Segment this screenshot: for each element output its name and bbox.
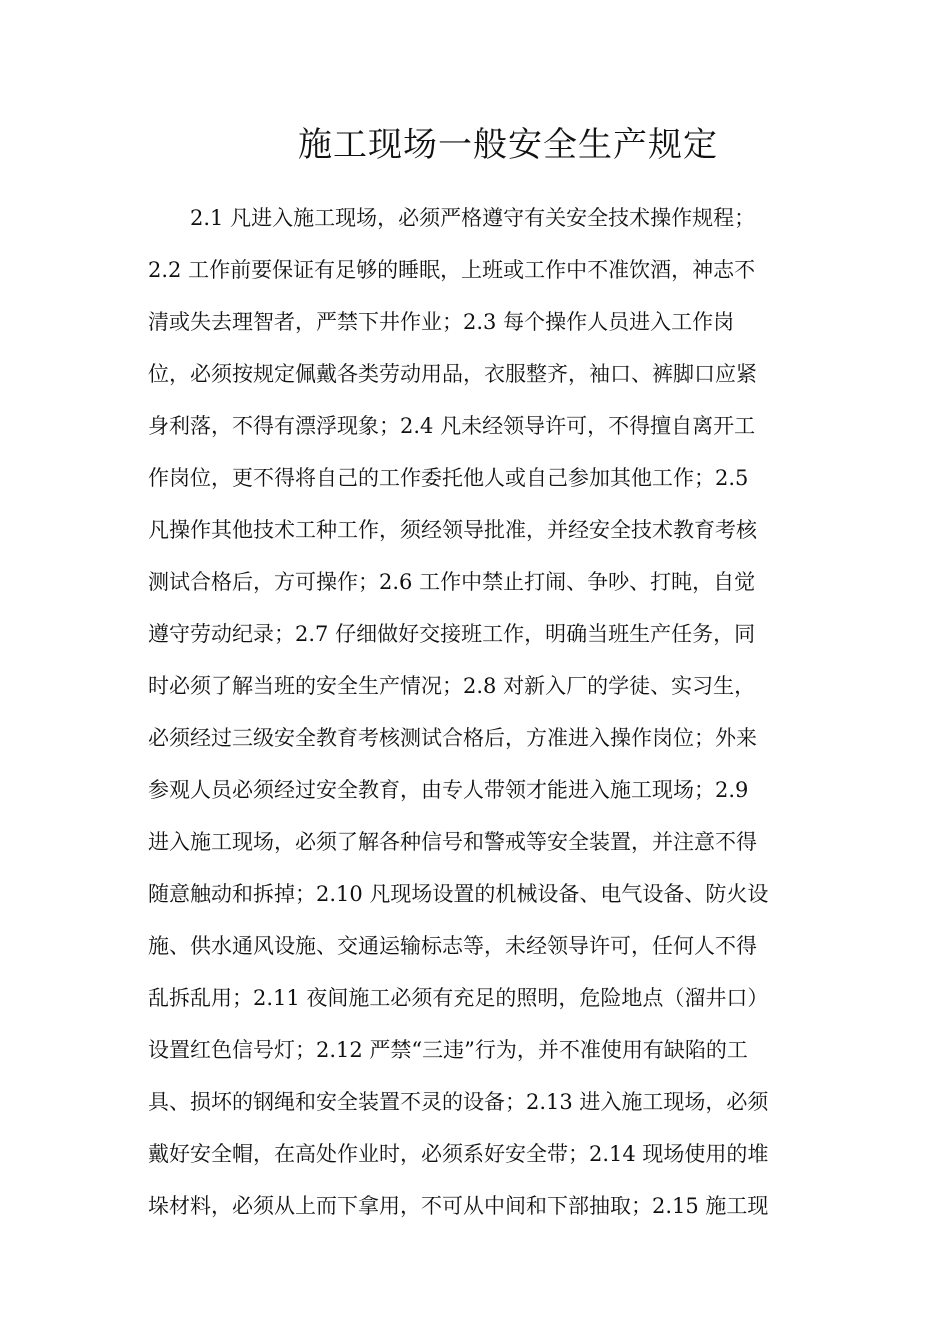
body-line: 清或失去理智者，严禁下井作业；2.3 每个操作人员进入工作岗 [148,310,735,334]
body-line: 位，必须按规定佩戴各类劳动用品，衣服整齐，袖口、裤脚口应紧 [148,362,757,386]
body-line: 遵守劳动纪录；2.7 仔细做好交接班工作，明确当班生产任务，同 [148,622,756,646]
body-line: 2.1 凡进入施工现场，必须严格遵守有关安全技术操作规程； [190,206,756,230]
document-title: 施工现场一般安全生产规定 [298,125,718,165]
body-line: 身利落，不得有漂浮现象；2.4 凡未经领导许可，不得擅自离开工 [148,414,756,438]
body-line: 2.2 工作前要保证有足够的睡眠，上班或工作中不准饮酒，神志不 [148,258,756,282]
body-line: 时必须了解当班的安全生产情况；2.8 对新入厂的学徒、实习生， [148,674,756,698]
body-line: 进入施工现场，必须了解各种信号和警戒等安全装置，并注意不得 [148,830,757,854]
body-line: 戴好安全帽，在高处作业时，必须系好安全带；2.14 现场使用的堆 [148,1142,769,1166]
body-line: 设置红色信号灯；2.12 严禁“三违”行为，并不准使用有缺陷的工 [148,1038,748,1062]
body-line: 必须经过三级安全教育考核测试合格后，方准进入操作岗位；外来 [148,726,757,750]
body-line: 作岗位，更不得将自己的工作委托他人或自己参加其他工作；2.5 [148,466,749,490]
body-line: 凡操作其他技术工种工作，须经领导批准，并经安全技术教育考核 [148,518,757,542]
body-line: 乱拆乱用；2.11 夜间施工必须有充足的照明，危险地点（溜井口） [148,986,769,1010]
body-line: 施、供水通风设施、交通运输标志等，未经领导许可，任何人不得 [148,934,757,958]
body-line: 测试合格后，方可操作；2.6 工作中禁止打闹、争吵、打盹，自觉 [148,570,756,594]
body-line: 具、损坏的钢绳和安全装置不灵的设备；2.13 进入施工现场，必须 [148,1090,769,1114]
document-body [148,192,808,1232]
body-line: 随意触动和拆掉；2.10 凡现场设置的机械设备、电气设备、防火设 [148,882,769,906]
body-line: 参观人员必须经过安全教育，由专人带领才能进入施工现场；2.9 [148,778,749,802]
body-line: 垛材料，必须从上而下拿用，不可从中间和下部抽取；2.15 施工现 [148,1194,769,1218]
